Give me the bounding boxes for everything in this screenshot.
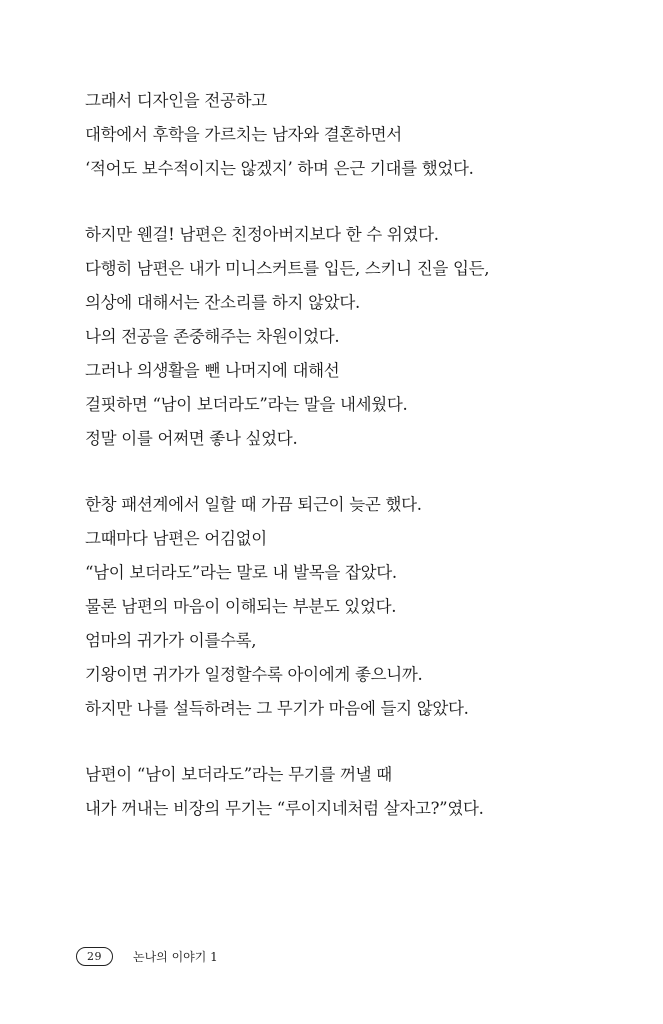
text-line: 나의 전공을 존중해주는 차원이었다.	[85, 327, 340, 346]
text-line: 대학에서 후학을 가르치는 남자와 결혼하면서	[85, 125, 402, 144]
text-line: 그때마다 남편은 어김없이	[85, 529, 267, 548]
text-line: 하지만 웬걸! 남편은 친정아버지보다 한 수 위였다.	[85, 225, 439, 244]
text-line: 한창 패션계에서 일할 때 가끔 퇴근이 늦곤 했다.	[85, 495, 422, 514]
paragraph-4	[85, 758, 645, 826]
text-line: 내가 꺼내는 비장의 무기는 “루이지네처럼 살자고?”였다.	[85, 799, 484, 818]
page-number: 29	[76, 947, 113, 966]
paragraph-gap	[85, 456, 645, 488]
text-line: 하지만 나를 설득하려는 그 무기가 마음에 들지 않았다.	[85, 699, 469, 718]
text-line: 다행히 남편은 내가 미니스커트를 입든, 스키니 진을 입든,	[85, 259, 490, 278]
text-line: 남편이 “남이 보더라도”라는 무기를 꺼낼 때	[85, 765, 392, 784]
page-footer	[76, 947, 218, 966]
running-title: 논나의 이야기 1	[133, 950, 218, 964]
paragraph-1	[85, 84, 645, 186]
text-line: 그래서 디자인을 전공하고	[85, 91, 267, 110]
paragraph-3	[85, 488, 645, 726]
text-line: 의상에 대해서는 잔소리를 하지 않았다.	[85, 293, 360, 312]
text-line: 물론 남편의 마음이 이해되는 부분도 있었다.	[85, 597, 397, 616]
text-line: 정말 이를 어쩌면 좋나 싶었다.	[85, 429, 298, 448]
text-line: ‘적어도 보수적이지는 않겠지’ 하며 은근 기대를 했었다.	[85, 159, 474, 178]
paragraph-gap	[85, 726, 645, 758]
paragraph-gap	[85, 186, 645, 218]
text-line: 기왕이면 귀가가 일정할수록 아이에게 좋으니까.	[85, 665, 423, 684]
text-line: 엄마의 귀가가 이를수록,	[85, 631, 257, 650]
page-body	[85, 84, 645, 826]
text-line: “남이 보더라도”라는 말로 내 발목을 잡았다.	[85, 563, 397, 582]
text-line: 그러나 의생활을 뺀 나머지에 대해선	[85, 361, 340, 380]
text-line: 걸핏하면 “남이 보더라도”라는 말을 내세웠다.	[85, 395, 408, 414]
paragraph-2	[85, 218, 645, 456]
